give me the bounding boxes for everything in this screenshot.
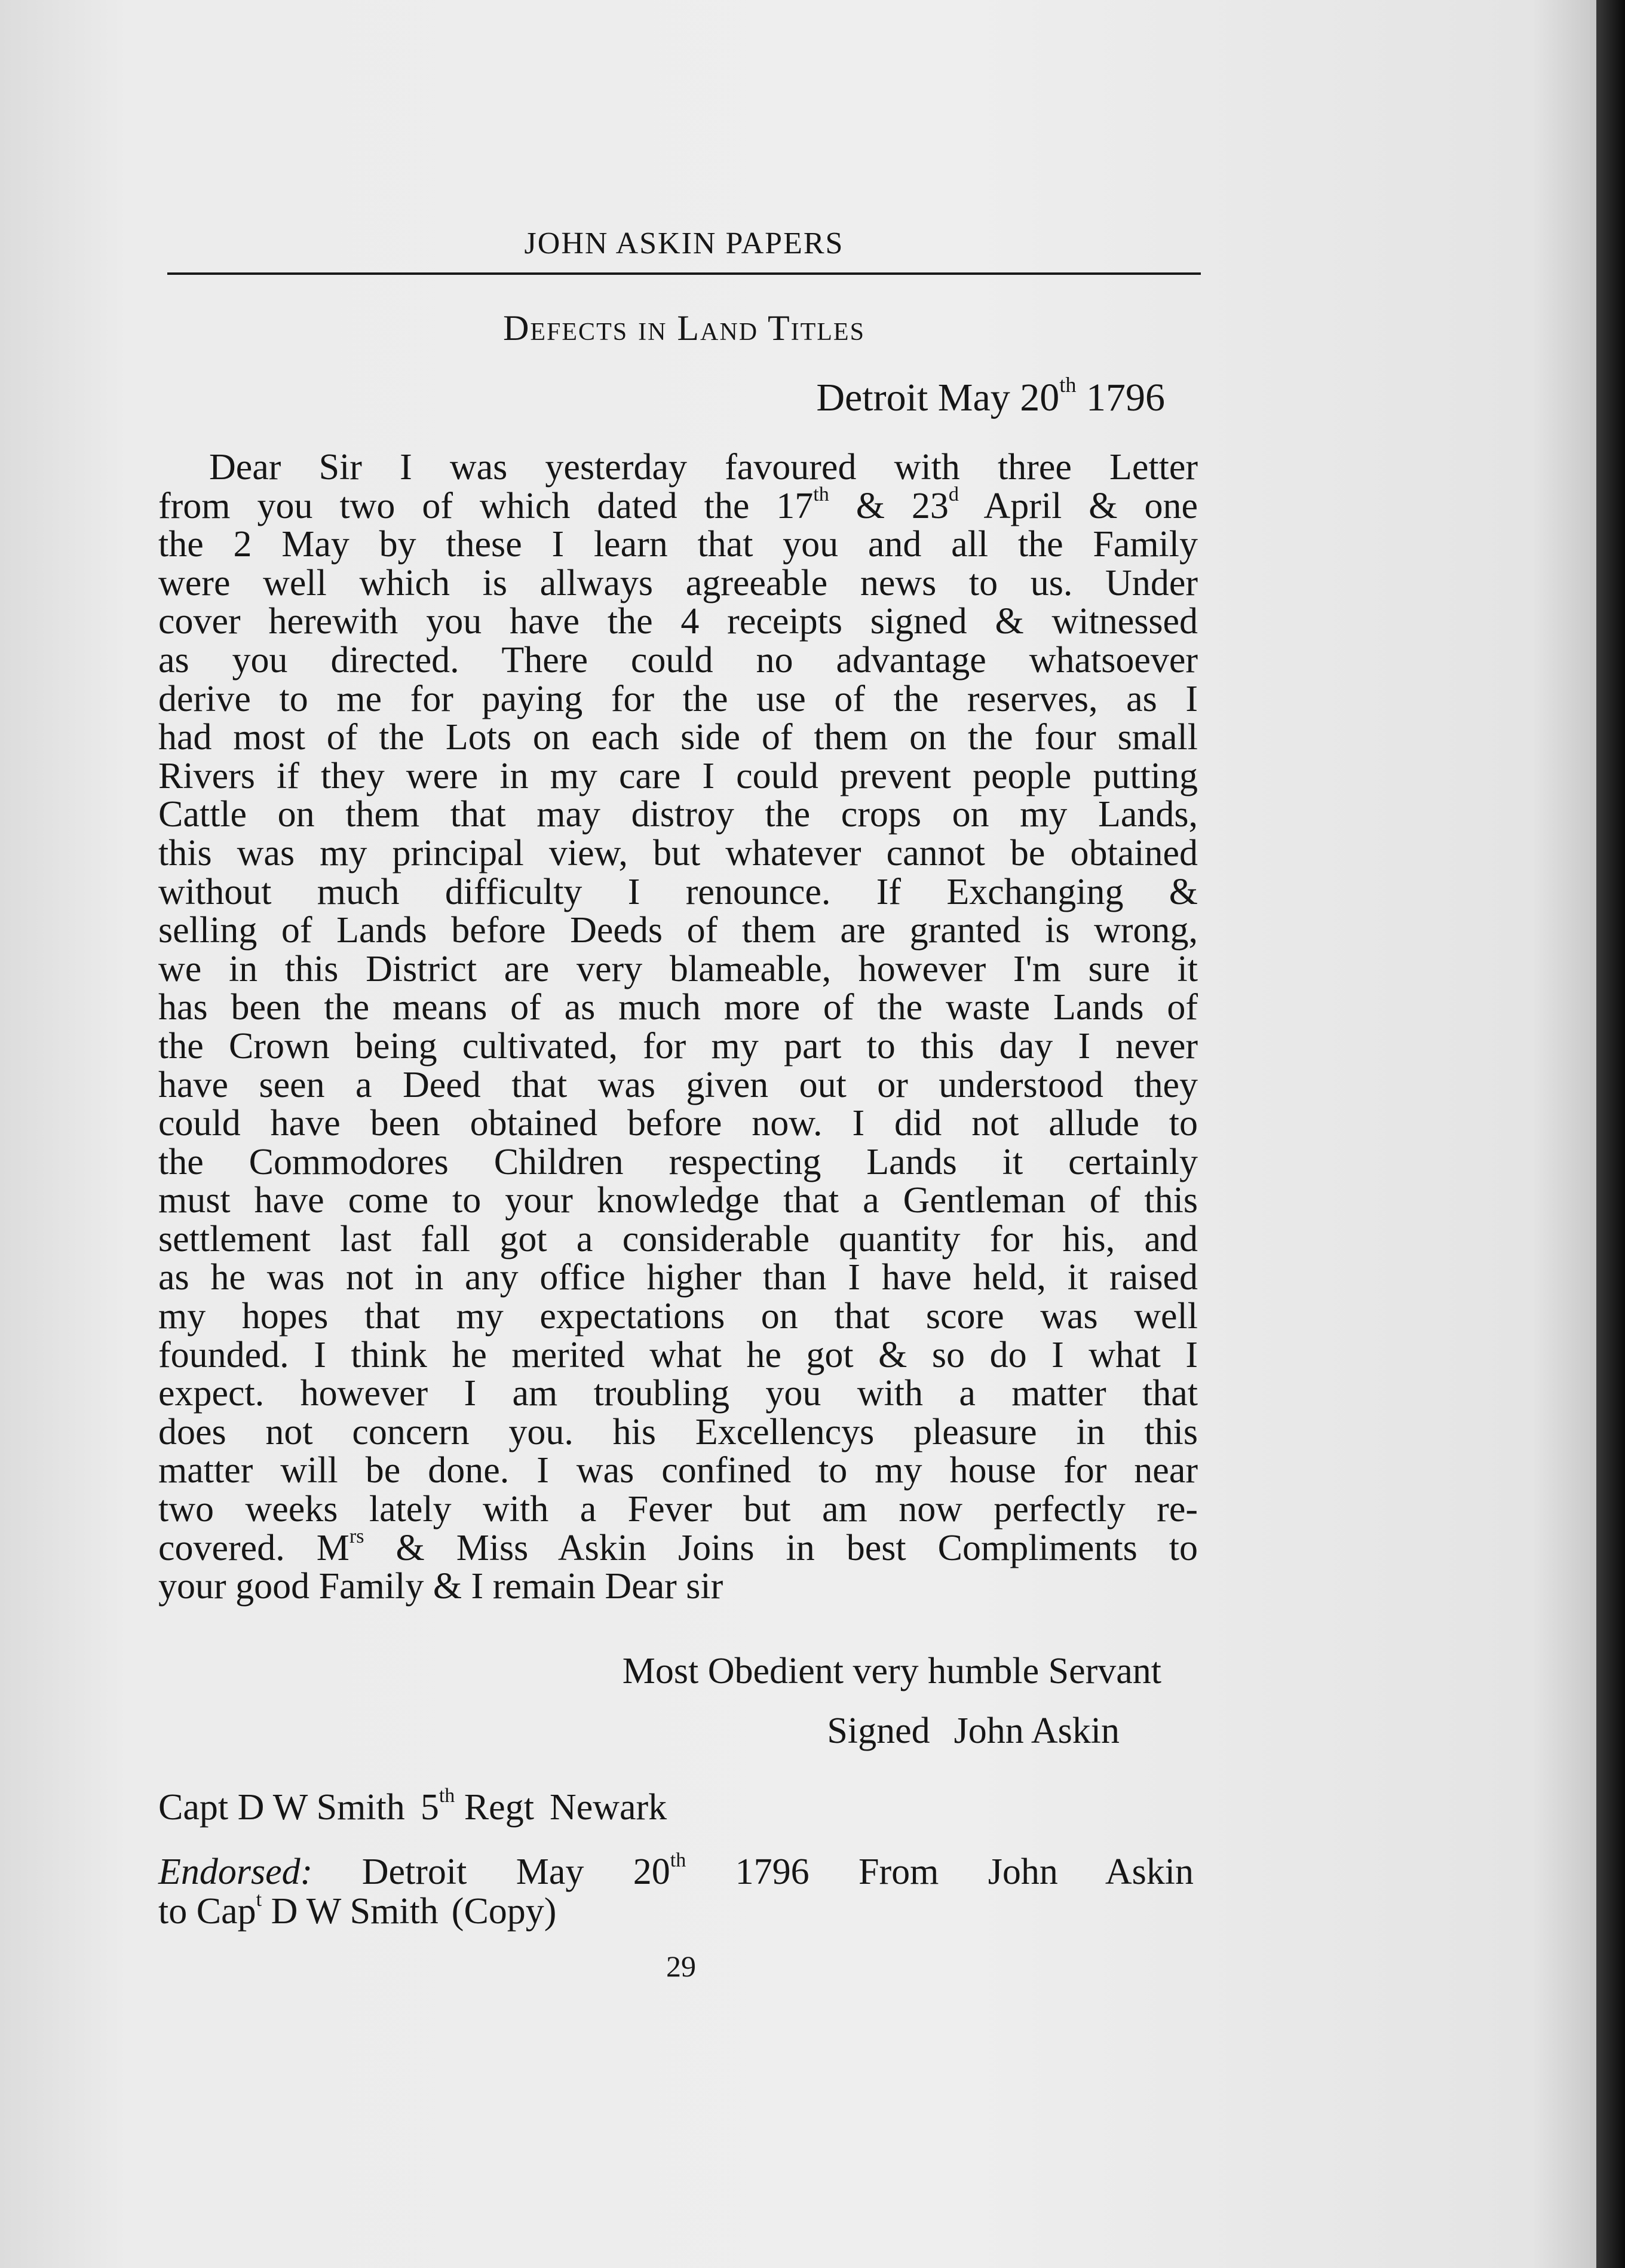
endorsement-date-sup: th bbox=[670, 1849, 686, 1872]
signature-label: Signed bbox=[827, 1711, 930, 1751]
letter-line: founded. I think he merited what he got & so do I what I bbox=[158, 1334, 1198, 1375]
letter-line: without much difficulty I renounce. If Exchanging & bbox=[158, 871, 1198, 912]
letter-line: this was my principal view, but whatever cannot be obtained bbox=[158, 832, 1198, 874]
endorsement-date bbox=[516, 1849, 686, 1892]
section-title: Defects in Land Titles bbox=[503, 308, 865, 348]
signature bbox=[827, 1710, 1120, 1752]
letter-line: two weeks lately with a Fever but am now perfectly re- bbox=[158, 1489, 1198, 1530]
addressee-name: Capt D W Smith bbox=[158, 1787, 405, 1828]
endorsement-line-1 bbox=[158, 1849, 1194, 1892]
dateline-year: 1796 bbox=[1076, 376, 1165, 419]
addressee-regt: Regt bbox=[455, 1787, 534, 1828]
page-edge-shadow bbox=[1596, 0, 1625, 2268]
addressee-regt-num: 5 bbox=[420, 1787, 439, 1828]
dateline-prefix: Detroit May 20 bbox=[816, 376, 1060, 419]
endorsement-from: From John Askin bbox=[859, 1852, 1194, 1892]
letter-line: must have come to your knowledge that a Gentleman of this bbox=[158, 1180, 1198, 1221]
letter-line: has been the means of as much more of the waste Lands of bbox=[158, 987, 1198, 1028]
endorsement-date-text: May 20 bbox=[516, 1852, 670, 1892]
letter-line: cover herewith you have the 4 receipts signed & witnessed bbox=[158, 601, 1198, 642]
endorsement-copy: (Copy) bbox=[451, 1891, 557, 1932]
letter-closing: Most Obedient very humble Servant bbox=[622, 1651, 1161, 1691]
letter-line: from you two of which dated the 17th & 23$^d$ April & one bbox=[158, 483, 1198, 526]
addressee-regt-sup: th bbox=[439, 1785, 455, 1807]
letter-line: we in this District are very blameable, however I'm sure it bbox=[158, 948, 1198, 989]
running-head: JOHN ASKIN PAPERS bbox=[524, 226, 844, 260]
header-rule bbox=[167, 272, 1201, 275]
endorsement-place: Detroit bbox=[361, 1852, 467, 1892]
letter-line: Dear Sir I was yesterday favoured with three Letter bbox=[209, 447, 1198, 488]
letter-line: expect. however I am troubling you with a matter that bbox=[158, 1373, 1198, 1414]
endorsement-to: to Cap bbox=[158, 1891, 256, 1932]
letter-line: Cattle on them that may distroy the crops on my Lands, bbox=[158, 794, 1198, 835]
endorsement-label: Endorsed: bbox=[158, 1852, 313, 1892]
letter-line: have seen a Deed that was given out or understood they bbox=[158, 1064, 1198, 1105]
letter-line: the 2 May by these I learn that you and all the Family bbox=[158, 524, 1198, 565]
letter-line: as you directed. There could no advantage whatsoever bbox=[158, 639, 1198, 681]
letter-line: settlement last fall got a considerable quantity for his, and bbox=[158, 1218, 1198, 1259]
endorsement-line-2 bbox=[158, 1889, 1194, 1932]
letter-line: could have been obtained before now. I did not allude to bbox=[158, 1103, 1198, 1144]
letter-line: had most of the Lots on each side of them on the four small bbox=[158, 717, 1198, 758]
letter-dateline bbox=[816, 375, 1165, 421]
letter-line: were well which is allways agreeable news to us. Under bbox=[158, 562, 1198, 603]
letter-line: your good Family & I remain Dear sir bbox=[158, 1566, 723, 1607]
letter-line: Rivers if they were in my care I could prevent people putting bbox=[158, 755, 1198, 796]
letter-line: as he was not in any office higher than I have held, it raised bbox=[158, 1257, 1198, 1298]
page-number: 29 bbox=[666, 1950, 696, 1983]
endorsement-recipient: D W Smith bbox=[262, 1891, 439, 1932]
letter-line: the Crown being cultivated, for my part to this day I never bbox=[158, 1025, 1198, 1066]
dateline-sup: th bbox=[1059, 373, 1077, 397]
endorsement-to-sup: t bbox=[256, 1889, 262, 1911]
letter-line: matter will be done. I was confined to my house for near bbox=[158, 1450, 1198, 1491]
letter-line: my hopes that my expectations on that score was well bbox=[158, 1296, 1198, 1337]
addressee bbox=[158, 1786, 667, 1829]
letter-line: derive to me for paying for the use of the reserves, as I bbox=[158, 678, 1198, 719]
endorsement bbox=[158, 1849, 1194, 1932]
endorsement-year: 1796 bbox=[735, 1852, 810, 1892]
addressee-place: Newark bbox=[549, 1787, 667, 1828]
signature-name: John Askin bbox=[953, 1711, 1120, 1751]
letter-line: selling of Lands before Deeds of them are granted is wrong, bbox=[158, 910, 1198, 951]
letter-body bbox=[158, 448, 1198, 1606]
letter-line: does not concern you. his Excellencys pleasure in this bbox=[158, 1411, 1198, 1452]
letter-line: the Commodores Children respecting Lands it certainly bbox=[158, 1141, 1198, 1182]
letter-line: covered. $M^{rs}$ & Miss Askin Joins in best Compliments to bbox=[158, 1525, 1198, 1568]
